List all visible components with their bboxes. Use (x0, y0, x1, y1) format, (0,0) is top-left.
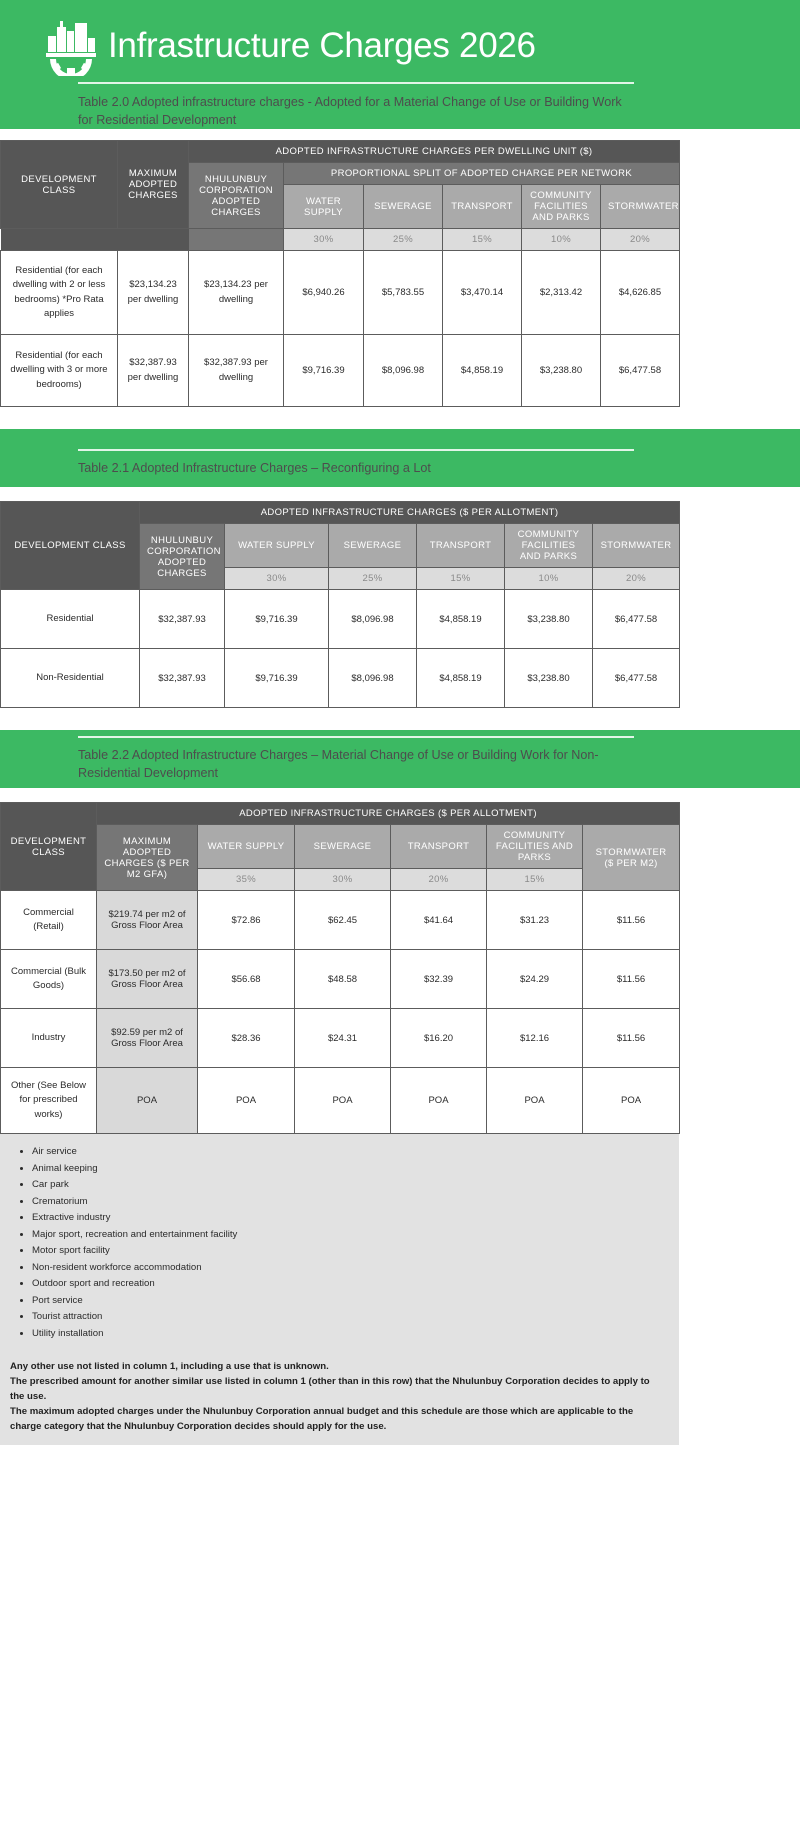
group-header: ADOPTED INFRASTRUCTURE CHARGES PER DWELLING UNIT ($) (189, 141, 680, 163)
cell-sewerage: POA (295, 1068, 391, 1134)
cell-community-facilities: $3,238.80 (522, 335, 601, 407)
section-2-1-rule (78, 449, 634, 477)
table-row (1, 590, 680, 649)
col-stormwater: STORMWATER (601, 185, 680, 229)
cell-stormwater: $11.56 (583, 891, 680, 950)
cell-community-facilities: $12.16 (487, 1009, 583, 1068)
cell-nhulunbuy: $32,387.93 per dwelling (189, 335, 284, 407)
cell-water-supply: $72.86 (198, 891, 295, 950)
table-2-0-wrapper (0, 140, 800, 407)
list-item: • Outdoor sport and recreation (32, 1276, 679, 1293)
cell-development-class: Industry (1, 1009, 97, 1068)
group-header: ADOPTED INFRASTRUCTURE CHARGES ($ PER ALLOTMENT) (140, 502, 680, 524)
table-row (1, 141, 680, 163)
cell-sewerage: $48.58 (295, 950, 391, 1009)
table-2-2-wrapper (0, 802, 800, 1134)
col-sewerage: SEWERAGE (329, 524, 417, 568)
cell-water-supply: $6,940.26 (284, 251, 364, 335)
cell-community-facilities: $3,238.80 (505, 649, 593, 708)
pct-community-facilities: 10% (522, 229, 601, 251)
col-stormwater: STORMWATER (593, 524, 680, 568)
spacer (0, 129, 800, 140)
cell-maximum-adopted: $32,387.93 per dwelling (118, 335, 189, 407)
pct-water-supply: 30% (225, 568, 329, 590)
pct-sewerage: 25% (329, 568, 417, 590)
table-row (1, 649, 680, 708)
col-community-facilities: COMMUNITY FACILITIES AND PARKS (487, 825, 583, 869)
table-row (1, 502, 680, 524)
title-row (0, 14, 800, 76)
pct-stormwater: 20% (601, 229, 680, 251)
table-row (1, 335, 680, 407)
pct-water-supply: 35% (198, 869, 295, 891)
pct-stormwater: 20% (593, 568, 680, 590)
section-banner-2-2 (0, 730, 800, 788)
cell-water-supply: $9,716.39 (284, 335, 364, 407)
col-maximum-adopted-charges: MAXIMUM ADOPTED CHARGES ($ PER M2 GFA) (97, 825, 198, 891)
cell-community-facilities: $24.29 (487, 950, 583, 1009)
table-row (1, 950, 680, 1009)
table-row (1, 1068, 680, 1134)
col-development-class: DEVELOPMENT CLASS (1, 502, 140, 590)
cell-maximum-adopted: POA (97, 1068, 198, 1134)
list-item: • Animal keeping (32, 1161, 679, 1178)
cell-transport: $4,858.19 (443, 335, 522, 407)
sub-group-header: PROPORTIONAL SPLIT OF ADOPTED CHARGE PER NETWORK (284, 163, 680, 185)
footer-notes (0, 1354, 679, 1445)
table-2-1 (0, 501, 680, 708)
cell-community-facilities: $3,238.80 (505, 590, 593, 649)
page-title: Infrastructure Charges 2026 (108, 25, 536, 65)
spacer (0, 487, 800, 501)
footer-note: Any other use not listed in column 1, including a use that is unknown. (10, 1361, 329, 1372)
pct-sewerage: 25% (364, 229, 443, 251)
col-sewerage: SEWERAGE (295, 825, 391, 869)
list-item: • Crematorium (32, 1194, 679, 1211)
table-2-2 (0, 802, 680, 1134)
col-development-class: DEVELOPMENT CLASS (1, 803, 97, 891)
cell-sewerage: $8,096.98 (329, 590, 417, 649)
table-row (1, 1009, 680, 1068)
col-sewerage: SEWERAGE (364, 185, 443, 229)
cell-stormwater: $4,626.85 (601, 251, 680, 335)
list-item: • Non-resident workforce accommodation (32, 1260, 679, 1277)
cell-sewerage: $24.31 (295, 1009, 391, 1068)
pct-water-supply: 30% (284, 229, 364, 251)
table-row (1, 891, 680, 950)
page-header-banner (0, 0, 800, 129)
table-row (1, 803, 680, 825)
table-row (1, 825, 680, 869)
cell-transport: $16.20 (391, 1009, 487, 1068)
cell-water-supply: $56.68 (198, 950, 295, 1009)
cell-transport: $32.39 (391, 950, 487, 1009)
table-2-1-wrapper (0, 501, 800, 708)
list-item: • Port service (32, 1293, 679, 1310)
col-community-facilities: COMMUNITY FACILITIES AND PARKS (505, 524, 593, 568)
cell-maximum-adopted: $92.59 per m2 of Gross Floor Area (97, 1009, 198, 1068)
footer-note: The prescribed amount for another similar use listed in column 1 (other than in this row) that the Nhulunbuy Corporation decides to apply to the use. (10, 1376, 650, 1402)
pct-transport: 20% (391, 869, 487, 891)
cell-transport: POA (391, 1068, 487, 1134)
cell-maximum-adopted: $219.74 per m2 of Gross Floor Area (97, 891, 198, 950)
cell-development-class: Non-Residential (1, 649, 140, 708)
table-2-0-caption: Table 2.0 Adopted infrastructure charges - Adopted for a Material Change of Use or Building Work for Residential Development (78, 95, 622, 128)
table-row (1, 251, 680, 335)
cell-water-supply: $9,716.39 (225, 590, 329, 649)
section-banner-2-1 (0, 429, 800, 487)
col-stormwater: STORMWATER ($ PER M2) (583, 825, 680, 891)
col-transport: TRANSPORT (443, 185, 522, 229)
cell-transport: $4,858.19 (417, 590, 505, 649)
cell-transport: $4,858.19 (417, 649, 505, 708)
table-2-1-caption: Table 2.1 Adopted Infrastructure Charges – Reconfiguring a Lot (78, 460, 431, 475)
col-transport: TRANSPORT (391, 825, 487, 869)
cell-nhulunbuy: $32,387.93 (140, 649, 225, 708)
col-nhulunbuy-adopted-charges: NHULUNBUY CORPORATION ADOPTED CHARGES (189, 163, 284, 229)
cell-development-class: Other (See Below for prescribed works) (1, 1068, 97, 1134)
cell-development-class: Commercial (Retail) (1, 891, 97, 950)
cell-community-facilities: POA (487, 1068, 583, 1134)
pct-sewerage: 30% (295, 869, 391, 891)
cell-stormwater: $11.56 (583, 1009, 680, 1068)
list-item: • Utility installation (32, 1326, 679, 1343)
cell-stormwater: $6,477.58 (593, 649, 680, 708)
col-water-supply: WATER SUPPLY (225, 524, 329, 568)
prescribed-works-block (0, 1134, 679, 1354)
table-2-0 (0, 140, 680, 407)
cell-water-supply: POA (198, 1068, 295, 1134)
cell-nhulunbuy: $32,387.93 (140, 590, 225, 649)
cell-stormwater: POA (583, 1068, 680, 1134)
col-water-supply: WATER SUPPLY (198, 825, 295, 869)
cell-transport: $3,470.14 (443, 251, 522, 335)
table-2-2-caption: Table 2.2 Adopted Infrastructure Charges – Material Change of Use or Building Work for Non-Residential Development (78, 747, 599, 780)
cell-development-class: Residential (for each dwelling with 2 or less bedrooms) *Pro Rata applies (1, 251, 118, 335)
cell-water-supply: $9,716.39 (225, 649, 329, 708)
section-2-2-rule (78, 736, 634, 783)
col-water-supply: WATER SUPPLY (284, 185, 364, 229)
footer-note: The maximum adopted charges under the Nhulunbuy Corporation annual budget and this schedule are those which are applicable to the charge category that the Nhulunbuy Corporation decides should apply for the use. (10, 1406, 634, 1432)
cell-stormwater: $6,477.58 (601, 335, 680, 407)
city-skyline-gear-icon (40, 14, 102, 76)
pct-community-facilities: 15% (487, 869, 583, 891)
spacer (0, 788, 800, 802)
spacer (0, 708, 800, 730)
pct-transport: 15% (443, 229, 522, 251)
cell-transport: $41.64 (391, 891, 487, 950)
list-item: • Air service (32, 1144, 679, 1161)
cell-nhulunbuy: $23,134.23 per dwelling (189, 251, 284, 335)
list-item: • Tourist attraction (32, 1309, 679, 1326)
list-item: • Extractive industry (32, 1210, 679, 1227)
cell-maximum-adopted: $173.50 per m2 of Gross Floor Area (97, 950, 198, 1009)
group-header: ADOPTED INFRASTRUCTURE CHARGES ($ PER ALLOTMENT) (97, 803, 680, 825)
cell-development-class: Residential (for each dwelling with 3 or more bedrooms) (1, 335, 118, 407)
header-subtitle-rule (78, 82, 634, 130)
cell-community-facilities: $31.23 (487, 891, 583, 950)
cell-stormwater: $11.56 (583, 950, 680, 1009)
table-row-percentages (1, 229, 680, 251)
col-maximum-adopted-charges: MAXIMUM ADOPTED CHARGES (118, 141, 189, 229)
cell-sewerage: $8,096.98 (364, 335, 443, 407)
col-transport: TRANSPORT (417, 524, 505, 568)
col-community-facilities: COMMUNITY FACILITIES AND PARKS (522, 185, 601, 229)
col-nhulunbuy-adopted-charges: NHULUNBUY CORPORATION ADOPTED CHARGES (140, 524, 225, 590)
pct-community-facilities: 10% (505, 568, 593, 590)
cell-sewerage: $62.45 (295, 891, 391, 950)
cell-community-facilities: $2,313.42 (522, 251, 601, 335)
prescribed-works-list (0, 1144, 679, 1342)
spacer (0, 407, 800, 429)
list-item: • Car park (32, 1177, 679, 1194)
col-development-class: DEVELOPMENT CLASS (1, 141, 118, 229)
cell-development-class: Commercial (Bulk Goods) (1, 950, 97, 1009)
pct-transport: 15% (417, 568, 505, 590)
cell-development-class: Residential (1, 590, 140, 649)
list-item: • Motor sport facility (32, 1243, 679, 1260)
cell-sewerage: $8,096.98 (329, 649, 417, 708)
cell-maximum-adopted: $23,134.23 per dwelling (118, 251, 189, 335)
cell-sewerage: $5,783.55 (364, 251, 443, 335)
list-item: • Major sport, recreation and entertainment facility (32, 1227, 679, 1244)
cell-stormwater: $6,477.58 (593, 590, 680, 649)
cell-water-supply: $28.36 (198, 1009, 295, 1068)
